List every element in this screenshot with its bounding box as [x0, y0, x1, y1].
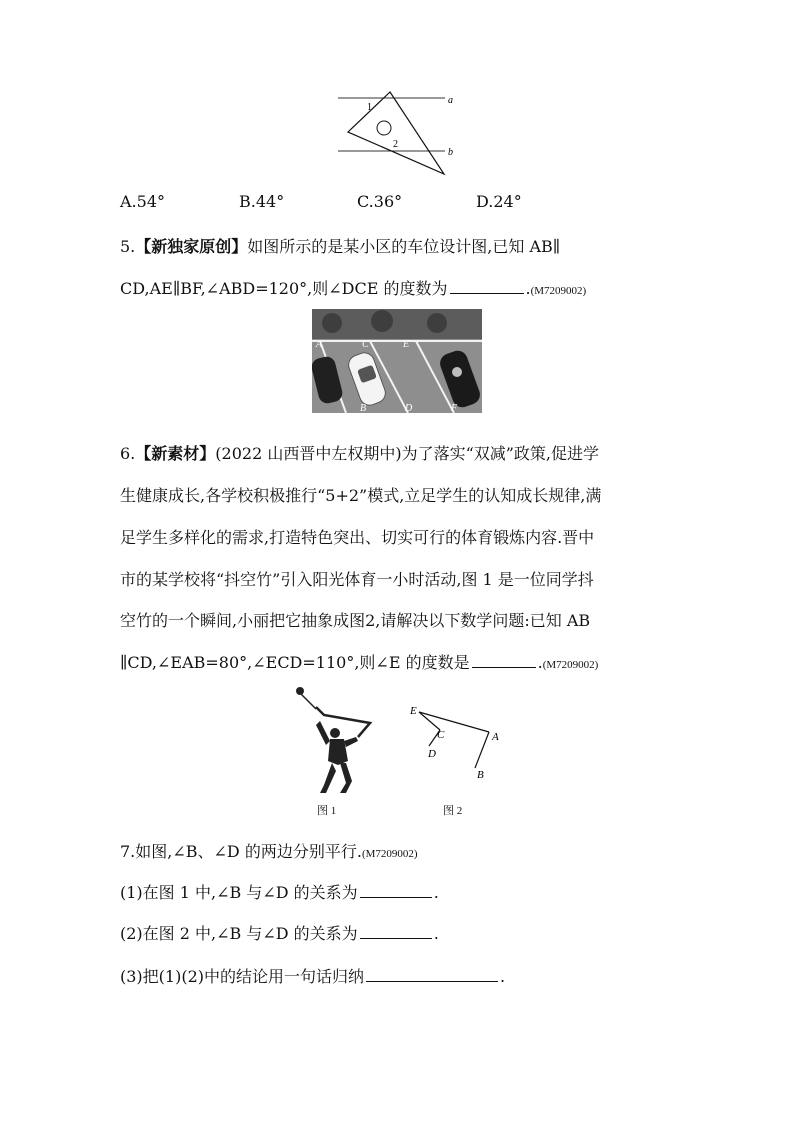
question-code: (M7209002): [542, 659, 599, 671]
label-a: a: [448, 95, 453, 106]
question-text: (2)在图 2 中,∠B 与∠D 的关系为: [120, 924, 358, 943]
label-b: b: [448, 147, 453, 158]
question-6-line-2: 生健康成长,各学校积极推行“5+2”模式,立足学生的认知成长规律,满: [120, 486, 602, 505]
photo-label-a: A: [316, 339, 323, 350]
shrub: [427, 313, 447, 333]
question-code: (M7209002): [530, 285, 587, 297]
period: .: [433, 924, 439, 943]
figure-2-caption: 图 2: [443, 805, 463, 817]
photo-label-c: C: [362, 339, 369, 350]
segment-ea: [419, 712, 489, 732]
question-6-line-6: [120, 650, 598, 673]
question-text: 7.如图,∠B、∠D 的两边分别平行.: [120, 842, 362, 861]
label-b: B: [477, 769, 484, 781]
answer-blank: [450, 292, 524, 294]
answer-blank: [360, 896, 432, 898]
player-left-arm: [316, 721, 330, 745]
shrub: [371, 310, 393, 332]
question-7-part-2: [120, 921, 439, 944]
player-head: [330, 728, 340, 738]
question-text: CD,AE∥BF,∠ABD=120°,则∠DCE 的度数为: [120, 279, 448, 298]
question-5-line-1: [120, 234, 560, 257]
answer-blank: [472, 666, 536, 668]
parallel-lines-triangle-figure: [330, 88, 470, 180]
question-text: (1)在图 1 中,∠B 与∠D 的关系为: [120, 883, 358, 902]
question-text: (2022 山西晋中左权期中)为了落实“双减”政策,促进学: [215, 444, 600, 463]
figure-1-caption: 图 1: [317, 805, 337, 817]
question-7-part-1: [120, 880, 439, 903]
question-tag: 【新素材】: [135, 444, 216, 463]
question-number: 5.: [120, 237, 136, 256]
option-d: D.24°: [476, 192, 522, 211]
label-c: C: [437, 729, 445, 741]
label-d: D: [428, 748, 436, 760]
label-a: A: [492, 731, 499, 743]
diabolo-string: [300, 693, 316, 709]
option-b: B.44°: [239, 192, 285, 211]
angle-geometry-figure: [405, 700, 505, 790]
diabolo-player-figure: [290, 685, 380, 797]
answer-blank: [366, 980, 498, 982]
question-number: 6.: [120, 444, 136, 463]
photo-label-f: F: [451, 403, 458, 413]
player-right-leg: [340, 763, 352, 793]
period: .: [537, 653, 543, 672]
label-e: E: [410, 705, 417, 717]
question-7-part-3: [120, 964, 505, 987]
option-a: A.54°: [120, 192, 165, 211]
shrub: [322, 313, 342, 333]
photo-label-e: E: [403, 339, 410, 350]
photo-label-d: D: [405, 403, 413, 413]
photo-label-b: B: [360, 403, 367, 413]
player-left-leg: [320, 763, 336, 793]
segment-ab: [475, 732, 489, 768]
question-code: (M7209002): [361, 848, 418, 860]
label-angle-1: 1: [367, 102, 372, 113]
label-angle-2: 2: [393, 139, 398, 150]
parking-lot-photo: [312, 309, 482, 413]
option-c: C.36°: [357, 192, 403, 211]
question-6-line-1: [120, 441, 599, 464]
triangle-ruler: [348, 92, 444, 174]
question-text: 如图所示的是某小区的车位设计图,已知 AB∥: [247, 237, 561, 256]
question-text: ∥CD,∠EAB=80°,∠ECD=110°,则∠E 的度数是: [120, 653, 470, 672]
period: .: [525, 279, 531, 298]
question-6-line-4: 市的某学校将“抖空竹”引入阳光体育一小时活动,图 1 是一位同学抖: [120, 570, 594, 589]
question-text: (3)把(1)(2)中的结论用一句话归纳: [120, 967, 364, 986]
player-right-arm: [344, 737, 358, 747]
question-7-line-0: [120, 839, 418, 862]
question-tag: 【新独家原创】: [135, 237, 248, 256]
triangle-hole: [377, 121, 391, 135]
question-5-line-2: [120, 276, 586, 299]
period: .: [433, 883, 439, 902]
answer-blank: [360, 937, 432, 939]
car-reflection: [452, 367, 462, 377]
question-6-line-3: 足学生多样化的需求,打造特色突出、切实可行的体育锻炼内容.晋中: [120, 528, 595, 547]
period: .: [500, 967, 506, 986]
question-6-line-5: 空竹的一个瞬间,小丽把它抽象成图2,请解决以下数学问题:已知 AB: [120, 611, 591, 630]
